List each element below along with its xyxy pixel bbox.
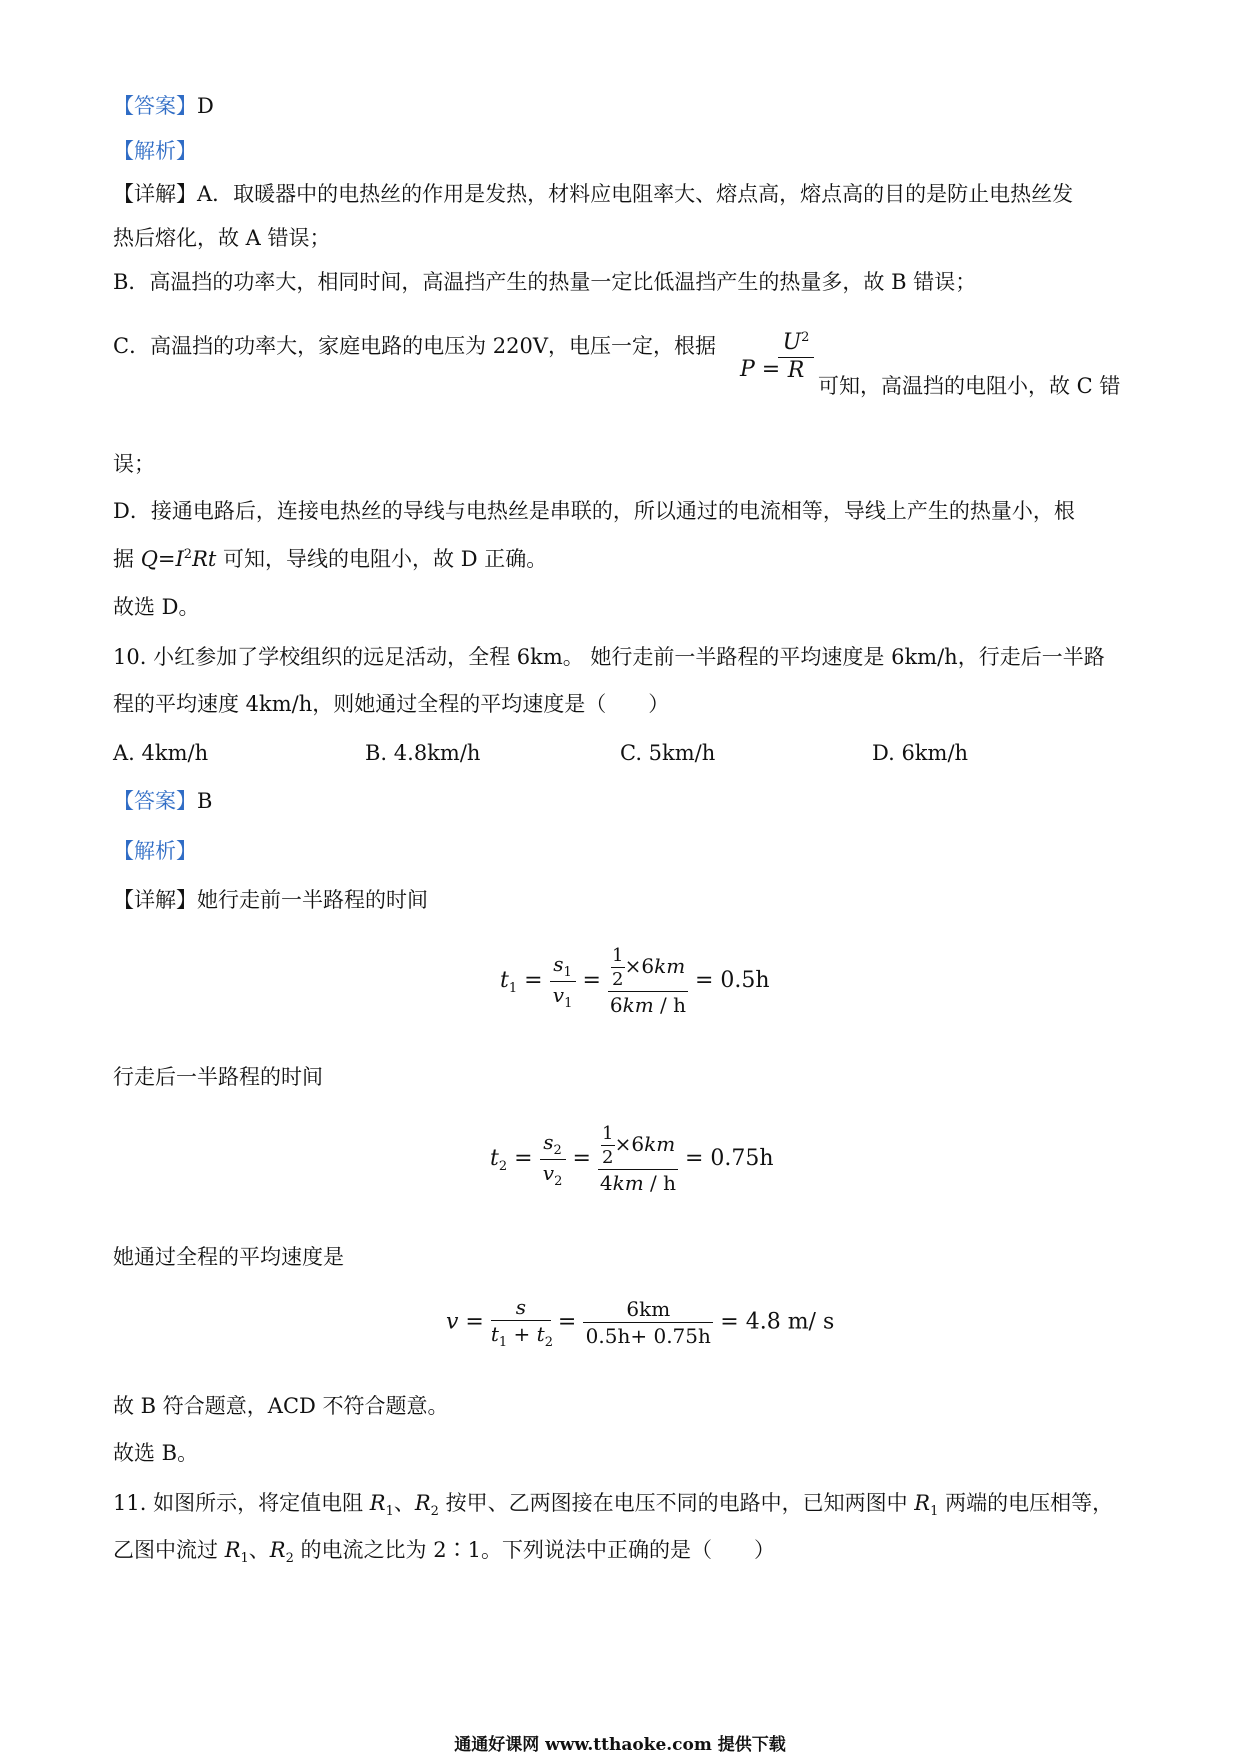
t2-result: = 0.75h [684,1146,774,1171]
option-d: D. 6km/h [872,741,969,765]
c-text-pre: C．高温挡的功率大，家庭电路的电压为 220V，电压一定，根据 [113,334,716,358]
q10-conclusion-2: 故选 B。 [113,1441,199,1465]
q9-detail-d1: D．接通电路后，连接电热丝的导线与电热丝是串联的，所以通过的电流相等，导线上产生的热量小，根 [113,499,1075,523]
d2-post: 可知，导线的电阻小，故 D 正确。 [223,547,548,571]
q11-text: 乙图中流过 [113,1538,225,1562]
q10-conclusion-1: 故 B 符合题意，ACD 不符合题意。 [113,1394,449,1418]
c-text-post: 可知，高温挡的电阻小，故 C 错 [818,374,1121,398]
q11-text: 、 [393,1491,415,1515]
v-result: = 4.8 m/ s [720,1309,835,1335]
q9-answer-line [113,92,214,120]
v-numerator: 6km [626,1297,671,1321]
q10-detail-3: 她通过全程的平均速度是 [113,1245,344,1269]
option-a: A. 4km/h [113,741,209,765]
v-denominator: 0.5h+ 0.75h [585,1324,711,1348]
q9-analysis-line [113,137,197,165]
q9-detail-a1 [113,180,1073,208]
q11-stem-2: 乙图中流过 $R_1$、$R_2$ 的电流之比为 2∶1。下列说法中正确的是（ ） [113,1538,775,1566]
q10-detail-1 [113,886,428,914]
option-b: B. 4.8km/h [365,741,481,765]
q10-answer-line [113,787,212,815]
q10-stem-1: 10. 小红参加了学校组织的远足活动，全程 6km。 她行走前一半路程的平均速度是 6km/h，行走后一半路 [113,645,1105,669]
t2-equation: $t_2$ = $\frac{s_2}{v_2}$ = $\frac{1}{2}$ ×6km 4km / h = 0.75h [490,1123,774,1195]
q9-detail-d2 [113,541,547,573]
v-equation: v = $\frac{s}{t_1 + t_2}$ = $\frac{6km}{0.5h+ 0.75h}$ = 4.8 m/ s [446,1295,835,1350]
q10-detail-2: 行走后一半路程的时间 [113,1065,323,1089]
answer-value: B [197,789,213,813]
power-formula: P = [740,357,781,382]
answer-tag: 【答案】 [113,789,197,813]
answer-tag: 【答案】 [113,94,197,118]
q9-detail-c-cont: 误； [113,452,155,476]
analysis-tag: 【解析】 [113,139,197,163]
option-c: C. 5km/h [620,741,716,765]
q11-text: 、 [248,1538,270,1562]
joule-formula: $Q=I^2Rt$ [140,547,217,571]
r1-symbol: R [369,1491,386,1515]
q9-detail-c [113,332,716,360]
detail-tag: 【详解】 [113,888,197,912]
r1-symbol: R [224,1538,241,1562]
detail-text: A．取暖器中的电热丝的作用是发热，材料应电阻率大、熔点高，熔点高的目的是防止电热丝发 [197,182,1074,206]
q9-conclusion: 故选 D。 [113,595,200,619]
power-fraction: $U^2$ R [778,330,814,383]
q9-detail-b: B．高温挡的功率大，相同时间，高温挡产生的热量一定比低温挡产生的热量多，故 B 错误； [113,270,977,294]
answer-value: D [197,94,214,118]
q11-text: 两端的电压相等， [938,1491,1114,1515]
t1-result: = 0.5h [694,968,770,993]
q9-detail-a2: 热后熔化，故 A 错误； [113,226,331,250]
q11-text: 的电流之比为 2∶1。下列说法中正确的是（ ） [293,1538,775,1562]
r2-symbol: R [269,1538,286,1562]
page-footer: 通通好课网 www.tthaoke.com 提供下载 [454,1735,786,1755]
d2-pre: 据 [113,547,134,571]
q11-stem-1: 11. 如图所示，将定值电阻 $R_1$、$R_2$ 按甲、乙两图接在电压不同的电路中，已知两图中 $R_1$ 两端的电压相等， [113,1491,1114,1519]
q10-stem-2: 程的平均速度 4km/h，则她通过全程的平均速度是（ ） [113,692,670,716]
q11-text: 按甲、乙两图接在电压不同的电路中，已知两图中 [438,1491,915,1515]
r1-symbol: R [914,1491,931,1515]
q11-text: 11. 如图所示，将定值电阻 [113,1491,370,1515]
t1-equation: $t_1$ = $\frac{s_1}{v_1}$ = $\frac{1}{2}$ ×6km 6km / h = 0.5h [500,945,770,1017]
detail-text: 她行走前一半路程的时间 [197,888,428,912]
q10-analysis-line [113,837,197,865]
r2-symbol: R [414,1491,431,1515]
analysis-tag: 【解析】 [113,839,197,863]
detail-tag: 【详解】 [113,182,197,206]
